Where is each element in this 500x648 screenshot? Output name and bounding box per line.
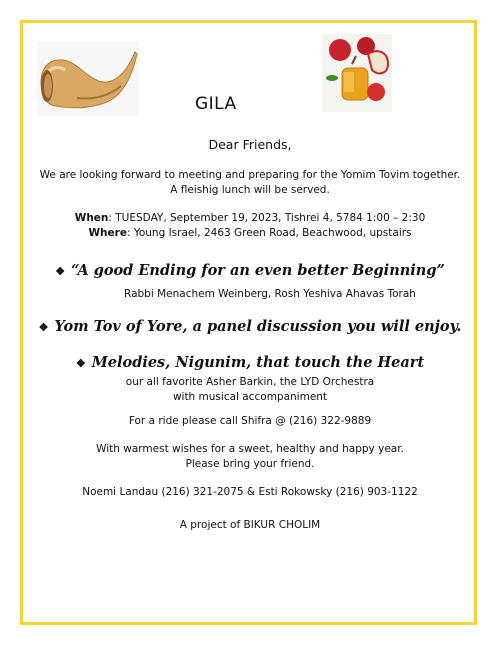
program-item-1-title [20,262,480,279]
bullet-icon: ❖ [55,265,66,278]
where-line [20,226,480,241]
greeting: Dear Friends, [208,137,292,152]
intro-line-2: A fleishig lunch will be served. [170,184,330,196]
project-credit: A project of BIKUR CHOLIM [179,519,321,531]
bullet-icon: ❖ [38,321,49,334]
program-item-2-title [20,318,480,335]
wishes-line-2: Please bring your friend. [185,458,315,470]
when-line [20,211,480,226]
where-value: : Young Israel, 2463 Green Road, Beachwood, upstairs [126,227,412,239]
program-item-3-title [20,354,480,371]
bullet-icon: ❖ [75,357,86,370]
item2-title-text: Yom Tov of Yore, a panel discussion you will enjoy. [54,318,462,335]
intro-line-1: We are looking forward to meeting and preparing for the Yomim Tovim together. [39,169,461,181]
program-item-1-sub: Rabbi Menachem Weinberg, Rosh Yeshiva Ahavas Torah [124,288,416,300]
apples-honey-image [322,34,392,112]
event-details [20,211,480,241]
item1-title-text: “A good Ending for an even better Beginning” [71,262,445,279]
shofar-image [37,42,139,116]
program-item-3-sub [20,375,480,405]
wishes-line-1: With warmest wishes for a sweet, healthy and happy year. [96,443,404,455]
where-label: Where [88,227,127,239]
item3-sub-line-2: with musical accompaniment [172,391,328,403]
page-title: GILA [195,94,237,114]
ride-info: For a ride please call Shifra @ (216) 322-9889 [128,415,372,427]
item3-sub-line-1: our all favorite Asher Barkin, the LYD Orchestra [125,376,375,388]
wishes [20,442,480,472]
contacts: Noemi Landau (216) 321-2075 & Esti Rokowsky (216) 903-1122 [82,486,418,498]
item3-title-text: Melodies, Nigunim, that touch the Heart [91,354,425,371]
intro-text [20,168,480,198]
when-value: : TUESDAY, September 19, 2023, Tishrei 4, 5784 1:00 – 2:30 [108,212,426,224]
when-label: When [74,212,109,224]
